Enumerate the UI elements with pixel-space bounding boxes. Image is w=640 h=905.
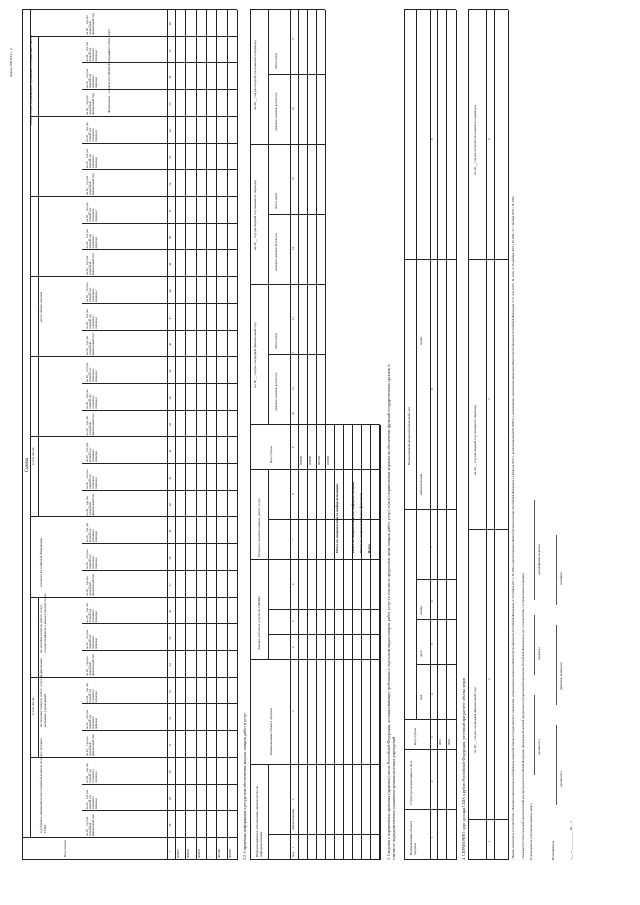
row-code: 000001 xyxy=(176,849,180,858)
grid-line xyxy=(416,10,417,720)
grid-line xyxy=(268,470,269,660)
grid-line xyxy=(82,410,237,411)
grid-line xyxy=(82,303,237,304)
sig-line-3 xyxy=(534,500,535,600)
section-32-title: 3.2. Справочная информация о ресурсном обеспечении закупок товаров, работ и услуг xyxy=(242,712,247,860)
row-code: 001000 xyxy=(317,456,321,465)
grid-line xyxy=(22,9,237,10)
section-3-table xyxy=(404,10,456,860)
grid-line xyxy=(22,859,237,860)
code-header: Код строки xyxy=(63,840,67,857)
s4-year1: на 20__ год (на очередной финансовый год) xyxy=(473,687,477,753)
s32-year2: на 20__ год (на первый год планового периода) xyxy=(253,179,257,251)
col-num-4: 4 xyxy=(291,646,295,648)
col-num-43: 43 xyxy=(168,423,172,426)
grid-line xyxy=(82,463,237,464)
col-num-40: 40 xyxy=(168,503,172,507)
row-code: 002000 xyxy=(227,849,232,858)
grid-line xyxy=(22,10,23,860)
col-num-1: 1 xyxy=(487,840,491,842)
s32-name-header: наименование xyxy=(291,808,295,830)
grid-line xyxy=(82,490,237,491)
col-num-6: 6 xyxy=(430,600,434,602)
row-code: 000003 xyxy=(196,849,201,858)
s32-code-row-header: Код строки xyxy=(269,446,273,463)
s3-date-header: дата xyxy=(419,650,423,657)
grid-line xyxy=(290,425,291,860)
grid-line xyxy=(206,10,207,860)
year-label: на 20__ год (на первый год планового периода) xyxy=(85,790,99,810)
col-num-7: 7 xyxy=(430,546,434,548)
grid-line xyxy=(268,765,269,860)
grid-line xyxy=(468,859,508,860)
year-label: на 20__ год (на очередной финансовый год) xyxy=(85,653,96,676)
grid-line xyxy=(298,10,299,425)
grid-line xyxy=(250,9,325,10)
col-num-33: 33 xyxy=(168,690,172,694)
grid-line xyxy=(216,10,217,860)
col-num-4: 4 xyxy=(430,693,434,695)
sig-position-2: (должность) xyxy=(559,771,563,787)
col-num-14: 14 xyxy=(291,247,295,250)
s4-year3: на 20__ год (на второй год планового периода) xyxy=(473,105,477,175)
col-num-11: 11 xyxy=(291,387,295,390)
grid-line xyxy=(379,425,380,860)
col-num-3: 3 xyxy=(487,398,491,400)
col-num-38: 38 xyxy=(168,556,172,560)
grid-line xyxy=(325,425,326,860)
s32-volume-2: объем затрат xyxy=(274,192,278,209)
col-num-3: 3 xyxy=(430,736,434,738)
col-num-45: 45 xyxy=(168,369,172,373)
row-code: 000000 xyxy=(308,456,312,465)
total-obligations-header: Объем затрат, подлежащих отражению в бюджетных сметах xyxy=(29,35,33,125)
grid-line xyxy=(404,749,456,750)
grid-line xyxy=(468,259,508,260)
col-num-1: 1 xyxy=(291,846,295,848)
grid-line xyxy=(290,10,291,425)
s3-name-header: наименование xyxy=(419,473,423,495)
col-num-35: 35 xyxy=(168,636,172,640)
col-num-15: 15 xyxy=(291,177,295,180)
col-num-8: 8 xyxy=(291,493,295,495)
year-label: на 20__ год (на первый год планового периода) xyxy=(85,229,99,249)
col-num-2: 2 xyxy=(487,678,491,680)
grid-line xyxy=(268,10,269,425)
year-label: на 20__ год (на второй год планового периода) xyxy=(85,522,99,543)
grid-line xyxy=(250,425,251,860)
col-num-34: 34 xyxy=(168,663,172,667)
grid-line xyxy=(82,544,237,545)
sum-header: Сумма xyxy=(25,457,30,473)
year-label: на 20__ год (на первый год планового периода) xyxy=(85,309,99,329)
grid-line xyxy=(82,143,237,144)
s32-volume-1: объем затрат xyxy=(274,332,278,349)
year-label: на 20__ год (на второй год планового периода) xyxy=(85,603,99,623)
grid-line xyxy=(167,10,168,860)
s32-total-1: Итого по направлению (в информатизации) xyxy=(335,483,339,553)
row-code: 001000 xyxy=(217,849,222,858)
col-num-54: 54 xyxy=(168,129,172,133)
s3-code-header: Код строки xyxy=(413,728,417,745)
grid-line xyxy=(416,664,456,665)
grid-line xyxy=(82,811,237,812)
grid-line xyxy=(416,579,456,580)
s32-price-plan-2: плановое значение результата xyxy=(274,232,278,271)
s32-price-plan-1: плановое значение результата xyxy=(274,372,278,411)
s32-total-4: Всего xyxy=(367,544,371,553)
extra-header-2: в валюте Российской Федерации xyxy=(107,51,111,93)
grid-line xyxy=(82,223,237,224)
grid-line xyxy=(307,425,308,860)
col-num-2: 2 xyxy=(291,798,295,800)
goods-services-header: на закупки товаров, работ, услуг, осуществляемых в рамках прочих задач xyxy=(39,593,47,653)
col-num-53: 53 xyxy=(168,155,172,159)
year-label: на 20__ год (на второй год планового периода) xyxy=(85,683,99,703)
in-number-header-1: в том числе: xyxy=(31,696,35,715)
federal-goods-header: на закупки товаров, работ, услуг федеральных казенных учреждений xyxy=(39,658,47,727)
sig-line-6 xyxy=(556,535,557,605)
grid-line xyxy=(82,570,237,571)
sig-line-1 xyxy=(534,695,535,775)
col-num-2: 2 xyxy=(430,780,434,782)
col-num-6: 6 xyxy=(291,583,295,585)
col-num-55: 55 xyxy=(168,102,172,106)
s32-year1: на 20__ год (на очередной финансовый год) xyxy=(253,322,257,388)
grid-line xyxy=(82,650,237,651)
col-num-47: 47 xyxy=(168,316,172,320)
year-label: на 20__ год (на первый год планового периода) xyxy=(85,709,99,730)
grid-line xyxy=(237,10,238,860)
year-label: на 20__ год (на очередной финансовый год) xyxy=(85,253,96,276)
col-num-16: 16 xyxy=(291,107,295,110)
extra-header-3: всего объем затрат xyxy=(107,29,111,53)
sig-line-2 xyxy=(534,615,535,675)
s3-object-header: Наименование объекта закупки xyxy=(409,820,417,855)
col-num-41: 41 xyxy=(168,476,172,480)
grid-line xyxy=(82,170,237,171)
footnote-2: ² Указывается статистический (аналитический) код программы Российской Федерации (федеральной целевой программы государственной программы Российской Федерации и др.) в соответствии с установленным порядком. xyxy=(521,572,525,860)
grid-line xyxy=(82,250,237,251)
col-num-17: 17 xyxy=(291,37,295,40)
s32-total-3: Итого по направлению (все функции) xyxy=(359,493,363,553)
s32-code-header: код xyxy=(291,852,295,857)
grid-line xyxy=(268,834,380,835)
row-code: 000002 xyxy=(186,849,191,858)
col-num-49: 49 xyxy=(168,262,172,266)
year-label: на 20__ год (на второй год планового периода) xyxy=(85,202,99,222)
grid-line xyxy=(268,634,380,635)
grid-line xyxy=(82,730,237,731)
grid-line xyxy=(82,383,237,384)
form-code: Форма 0501114 с. 2 xyxy=(9,48,13,77)
col-num-48: 48 xyxy=(168,289,172,293)
sig-executor: Исполнитель xyxy=(551,840,555,860)
col-num-1: 1 xyxy=(430,836,434,838)
col-num-51: 51 xyxy=(168,209,172,213)
grid-line xyxy=(196,10,197,860)
col-num-31: 31 xyxy=(168,743,172,747)
s32-goods-name-header: Наименование объекта закупки xyxy=(269,708,273,755)
grid-line xyxy=(325,10,326,425)
grid-line xyxy=(82,784,237,785)
sig-phone: (телефон) xyxy=(559,572,563,585)
grid-line xyxy=(468,819,508,820)
col-num-29: 29 xyxy=(168,796,172,800)
sig-line-5 xyxy=(556,625,557,705)
col-num-9: 9 xyxy=(291,446,295,448)
sig-head: Руководитель (уполномоченное лицо) xyxy=(529,803,533,860)
year-label: на 20__ год (на первый год планового периода) xyxy=(85,149,99,169)
s3-kind-header: вид xyxy=(419,694,423,700)
grid-line xyxy=(82,89,237,90)
grid-line xyxy=(416,619,456,620)
year-label: на 20__ год (на очередной финансовый год) xyxy=(85,173,96,195)
sig-fio: (фамилия, инициалы) xyxy=(559,662,563,690)
s32-price-plan-3: плановое значение результата xyxy=(274,92,278,131)
grid-line xyxy=(250,10,251,425)
col-num-10: 10 xyxy=(291,412,295,415)
year-label: на 20__ год (на первый год планового периода) xyxy=(85,629,99,650)
year-label: на 20__ год (на очередной финансовый год) xyxy=(85,493,96,516)
year-label: на 20__ год (на очередной финансовый год) xyxy=(85,734,96,756)
col-num-50: 50 xyxy=(168,236,172,240)
year-label: на 20__ год (на очередной финансовый год) xyxy=(85,573,96,596)
section-32-right-table xyxy=(250,10,325,425)
s3-structure-header: Структура нормативного акта xyxy=(409,760,413,805)
grid-line xyxy=(404,259,456,260)
s3-clause-header: пункт xyxy=(419,336,423,345)
grid-line xyxy=(82,704,237,705)
grid-line xyxy=(298,425,299,860)
row-code: ... xyxy=(207,855,211,858)
grid-line xyxy=(437,10,438,860)
sig-decoding: (расшифровка подписи) xyxy=(537,544,541,575)
year-label: на 20__ год (на второй год планового периода) xyxy=(85,442,99,463)
sig-signature: (подпись) xyxy=(537,647,541,660)
grid-line xyxy=(316,425,317,860)
s32-volume-3: объем затрат xyxy=(274,52,278,69)
grid-line xyxy=(250,144,325,145)
grid-line xyxy=(175,10,176,860)
grid-line xyxy=(380,425,381,860)
col-num-4: 4 xyxy=(487,138,491,140)
year-label: на 20__ год (на очередной финансовый год) xyxy=(85,12,96,35)
row-code: 0001 xyxy=(438,739,442,745)
col-num-13: 13 xyxy=(291,317,295,320)
s32-okpd-header: Товары, работы и услуги по ОКПД2 xyxy=(257,596,261,650)
sig-date: «___» ___________ 20__ г. xyxy=(569,820,573,860)
footnote-1: ¹ Индекс указывается в соответствии с Порядком применения классификации операций сектора государственного управления, утвержденным приказом Министерства финансов Российской Федерации от 29 ноября 2017 г. № 209н (зарегистрирован Министерством юстиции Российской Федерации 12 февраля 2018 г., регистрационный № 50003), с изменениями, внесенными приказами Министерства финансов Российской Федерации от 31 мая 2018 г. № 124н, от 28 декабря 2018 г. № 298н, от 7 октября 2019 г. № 159н. xyxy=(511,195,515,860)
grid-line xyxy=(82,624,237,625)
col-num-37: 37 xyxy=(168,583,172,587)
s3-number-header: номер xyxy=(419,605,423,615)
year-label: на 20__ год (на второй год планового периода) xyxy=(85,42,99,62)
col-num-28: 28 xyxy=(168,823,172,827)
col-num-42: 42 xyxy=(168,449,172,453)
in-number-header-2: в том числе: xyxy=(31,446,35,465)
col-num-5: 5 xyxy=(430,643,434,645)
grid-line xyxy=(468,529,508,530)
grid-line xyxy=(468,9,508,10)
year-label: на 20__ год (на очередной финансовый год) xyxy=(85,333,96,356)
row-code: 0002 xyxy=(447,739,451,745)
section-32-table xyxy=(250,370,380,860)
year-label: на 20__ год (на первый год планового периода) xyxy=(85,389,99,409)
grid-line xyxy=(185,10,186,860)
sig-position: (должность) xyxy=(537,739,541,755)
col-num-58: 58 xyxy=(168,22,172,26)
year-label: на 20__ год (на второй год планового периода) xyxy=(85,122,99,142)
col-num-39: 39 xyxy=(168,529,172,533)
row-code: 010000 xyxy=(326,456,330,465)
grid-line xyxy=(227,10,228,860)
s32-year3: на 20__ год (на второй год планового периода) xyxy=(253,40,257,110)
year-label: на 20__ год (на первый год планового периода) xyxy=(85,68,99,89)
s32-result-header: Результат закупки товаров, работ, услуг xyxy=(257,497,261,557)
currency-usd-header: в рублевом эквиваленте иностранной валюты по курсу доллара США xyxy=(39,738,47,833)
grid-line xyxy=(468,10,469,860)
year-label: на 20__ год (на второй год планового периода) xyxy=(85,282,99,302)
all-purchases-header: всего объем закупок xyxy=(39,291,43,322)
grid-line xyxy=(404,719,456,720)
grid-line xyxy=(446,10,447,860)
col-num-57: 57 xyxy=(168,49,172,53)
col-num-12: 12 xyxy=(291,352,295,355)
col-num-3: 3 xyxy=(291,710,295,712)
year-label: на 20__ год (на первый год планового периода) xyxy=(85,469,99,489)
grid-line xyxy=(307,10,308,425)
year-label: на 20__ год (на очередной финансовый год) xyxy=(85,413,96,436)
year-label: на 20__ год (на второй год планового периода) xyxy=(85,763,99,783)
row-code: 000000 xyxy=(299,456,303,465)
s32-total-2: Итого по направлению (не информатизации) xyxy=(351,481,355,553)
col-num-8: 8 xyxy=(430,388,434,390)
section-4-title: 4. СПРАВОЧНО: курс доллара США к рублю Российской Федерации, учтенный при расчете объема затрат xyxy=(461,677,466,860)
s4-year2: на 20__ год (на первый год планового периода) xyxy=(473,404,477,476)
grid-line xyxy=(361,425,362,860)
grid-line xyxy=(82,63,237,64)
rf-currency-header: в валюте Российской Федерации xyxy=(39,538,43,587)
col-num-52: 52 xyxy=(168,182,172,186)
year-label: на 20__ год (на первый год планового периода) xyxy=(85,549,99,569)
year-label: на 20__ год (на очередной финансовый год) xyxy=(85,814,96,836)
s32-kind-header: Информационное обеспечение производства по информатизации xyxy=(255,785,263,857)
col-num-7: 7 xyxy=(291,538,295,540)
grid-line xyxy=(404,509,456,510)
section-3-title: 3. Сведения о нормативных правовых (правовых) актах Российской Федерации, устанавливающих требования к отдельным видам товаров, работ, услуг (в том числе предельные цены товаров, работ, услуг) и (или) нормативным затратам на обеспечение функций государственных органов, в том числе подведомственных указанным органам казенных учреждений xyxy=(386,364,397,860)
col-num-44: 44 xyxy=(168,396,172,400)
top-budget-table xyxy=(22,10,237,860)
grid-line xyxy=(268,609,380,610)
col-num-1: 1 xyxy=(168,850,172,852)
col-num-32: 32 xyxy=(168,716,172,720)
s3-act-header: Нормативный правовой (правовой) акт xyxy=(407,406,411,465)
extra-header-1: Федеральных xyxy=(107,95,111,113)
col-num-36: 36 xyxy=(168,609,172,613)
grid-line xyxy=(494,10,495,860)
grid-line xyxy=(250,284,325,285)
col-num-9: 9 xyxy=(430,138,434,140)
year-label: на 20__ год (на очередной финансовый год) xyxy=(85,93,96,115)
grid-line xyxy=(316,10,317,425)
col-num-5: 5 xyxy=(291,620,295,622)
grid-line xyxy=(404,10,405,860)
grid-line xyxy=(456,10,457,860)
col-num-46: 46 xyxy=(168,342,172,346)
col-num-30: 30 xyxy=(168,770,172,774)
grid-line xyxy=(82,330,237,331)
grid-line xyxy=(508,10,509,860)
year-label: на 20__ год (на второй год планового периода) xyxy=(85,362,99,382)
col-num-56: 56 xyxy=(168,75,172,79)
grid-line xyxy=(343,425,344,860)
grid-line xyxy=(22,837,237,838)
sig-line-4 xyxy=(556,725,557,805)
